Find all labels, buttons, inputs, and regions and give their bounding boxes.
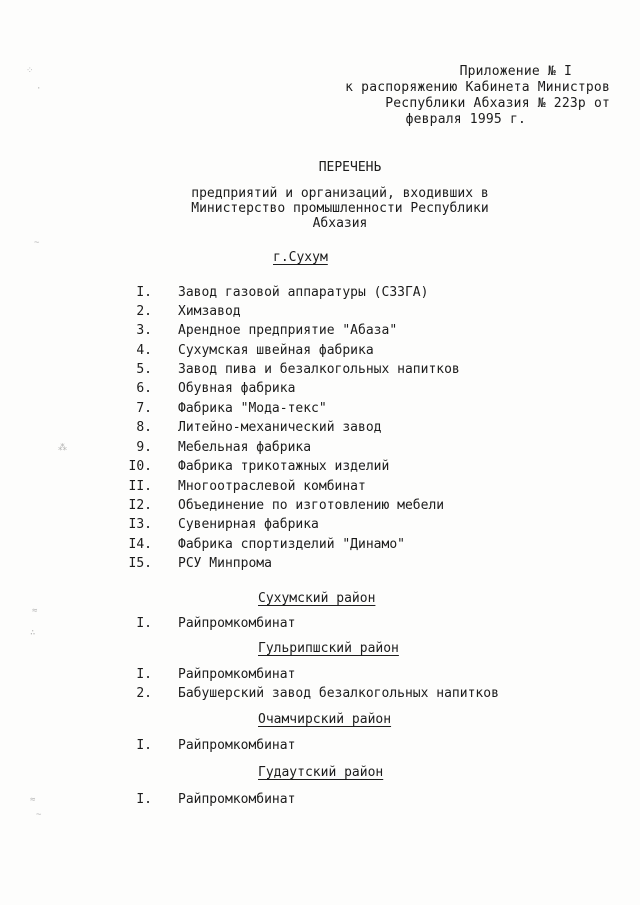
margin-scan-mark: ⁘	[26, 66, 34, 76]
item-text: Райпромкомбинат	[178, 792, 296, 807]
item-text: Обувная фабрика	[178, 381, 296, 396]
item-text: Многоотраслевой комбинат	[178, 479, 366, 494]
section-heading-sukhum-district: Сухумский район	[258, 591, 376, 606]
item-number: I5.	[128, 556, 152, 571]
item-number: I4.	[128, 537, 152, 552]
item-number: 8.	[136, 420, 152, 435]
section-heading-gulripsh-district: Гульрипшский район	[258, 641, 399, 656]
item-number: 4.	[136, 343, 152, 358]
item-number: I.	[136, 616, 152, 631]
section-heading-sukhum-city: г.Сухум	[273, 250, 328, 265]
annex-date: февраля 1995 г.	[405, 112, 526, 127]
margin-scan-mark: ⁂	[58, 443, 67, 453]
item-text: Сухумская швейная фабрика	[178, 343, 374, 358]
document-subtitle: предприятий и организаций, входивших в Министерство промышленности Республики Абхазия	[191, 186, 489, 231]
item-text: Объединение по изготовлению мебели	[178, 498, 445, 513]
annex-order: Республики Абхазия № 223р от	[385, 96, 610, 111]
section-heading-ochamchira-district: Очамчирский район	[258, 712, 392, 727]
item-number: I.	[136, 792, 152, 807]
section-heading-gudauta-district: Гудаутский район	[258, 765, 384, 780]
margin-scan-mark: ·	[36, 84, 42, 94]
margin-scan-mark: ∴	[30, 628, 36, 638]
annex-reference: к распоряжению Кабинета Министров	[345, 80, 610, 95]
item-number: I.	[136, 667, 152, 682]
item-number: I2.	[128, 498, 152, 513]
item-text: Сувенирная фабрика	[178, 517, 319, 532]
document-title: ПЕРЕЧЕНЬ	[318, 160, 382, 175]
item-text: Фабрика спортизделий "Динамо"	[178, 537, 405, 552]
item-number: II.	[128, 479, 152, 494]
item-text: Арендное предприятие "Абаза"	[178, 323, 398, 338]
margin-scan-mark: ≈	[32, 606, 38, 616]
item-number: I.	[136, 285, 152, 300]
margin-scan-mark: ~	[36, 810, 42, 820]
annex-number: Приложение № I	[459, 64, 572, 79]
item-number: I.	[136, 738, 152, 753]
item-text: Завод газовой аппаратуры (СЗЗГА)	[178, 285, 429, 300]
item-text: Фабрика "Мода-текс"	[178, 401, 327, 416]
margin-scan-mark: ~	[34, 238, 40, 248]
item-number: 2.	[136, 686, 152, 701]
margin-scan-mark: ≈	[30, 795, 36, 805]
annex-block	[345, 64, 610, 128]
item-text: Фабрика трикотажных изделий	[178, 459, 390, 474]
item-text: Бабушерский завод безалкогольных напитков	[178, 686, 499, 701]
item-text: Завод пива и безалкогольных напитков	[178, 362, 460, 377]
item-number: 7.	[136, 401, 152, 416]
item-number: 2.	[136, 304, 152, 319]
item-text: Химзавод	[178, 304, 241, 319]
item-number: I0.	[128, 459, 152, 474]
item-number: 6.	[136, 381, 152, 396]
item-number: I3.	[128, 517, 152, 532]
item-text: Литейно-механический завод	[178, 420, 382, 435]
item-text: Райпромкомбинат	[178, 738, 296, 753]
item-text: РСУ Минпрома	[178, 556, 272, 571]
item-text: Мебельная фабрика	[178, 440, 312, 455]
item-text: Райпромкомбинат	[178, 616, 296, 631]
item-number: 9.	[136, 440, 152, 455]
item-text: Райпромкомбинат	[178, 667, 296, 682]
item-number: 5.	[136, 362, 152, 377]
item-number: 3.	[136, 323, 152, 338]
